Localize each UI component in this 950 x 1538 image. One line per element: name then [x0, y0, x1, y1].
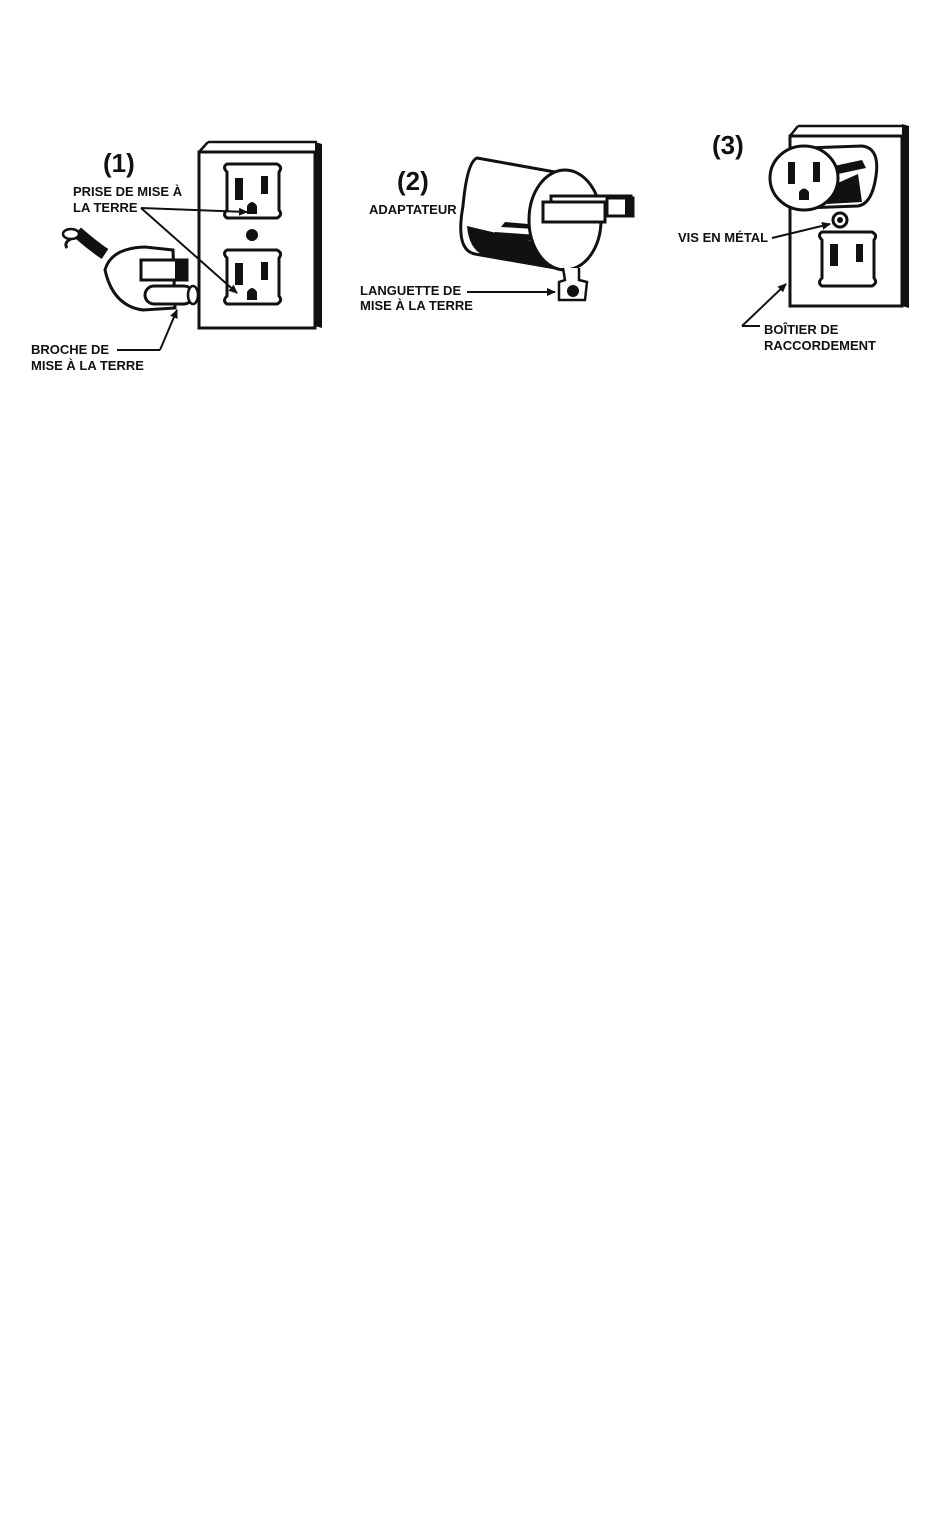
plate-screw	[246, 229, 258, 241]
figure-1-illustration	[25, 130, 335, 380]
label-grounding-tab-line1: LANGUETTE DE	[360, 283, 462, 298]
metal-screw-center	[837, 217, 843, 223]
label-grounded-receptacle-line1: PRISE DE MISE À	[73, 184, 183, 199]
label-metal-screw: VIS EN MÉTAL	[678, 230, 769, 245]
receptacle-lower	[225, 250, 281, 304]
figure-3-outlet-box	[662, 118, 932, 363]
label-grounding-pin-line2: MISE À LA TERRE	[31, 358, 144, 373]
figure-3-illustration	[662, 118, 932, 363]
figure-1-grounded-outlet	[25, 130, 335, 380]
grounding-tab	[559, 268, 587, 300]
label-outlet-box-line1: BOÎTIER DE	[764, 322, 839, 337]
adapter-body	[461, 158, 633, 270]
label-outlet-box-line2: RACCORDEMENT	[764, 338, 876, 353]
figure-2-number: (2)	[397, 166, 429, 196]
receptacle-upper	[225, 164, 281, 218]
receptacle-lower	[820, 232, 876, 286]
figure-2-adapter	[355, 150, 655, 320]
label-grounding-pin-line1: BROCHE DE	[31, 342, 110, 357]
figure-3-number: (3)	[712, 130, 744, 160]
leader-pin-diagonal	[160, 310, 177, 350]
figure-2-illustration	[355, 150, 655, 320]
figure-1-number: (1)	[103, 148, 135, 178]
label-grounded-receptacle-line2: LA TERRE	[73, 200, 138, 215]
label-adapter: ADAPTATEUR	[369, 202, 457, 217]
leader-to-outlet-box	[742, 284, 786, 326]
label-grounding-tab-line2: MISE À LA TERRE	[360, 298, 473, 313]
adapter-in-outlet	[770, 146, 877, 210]
